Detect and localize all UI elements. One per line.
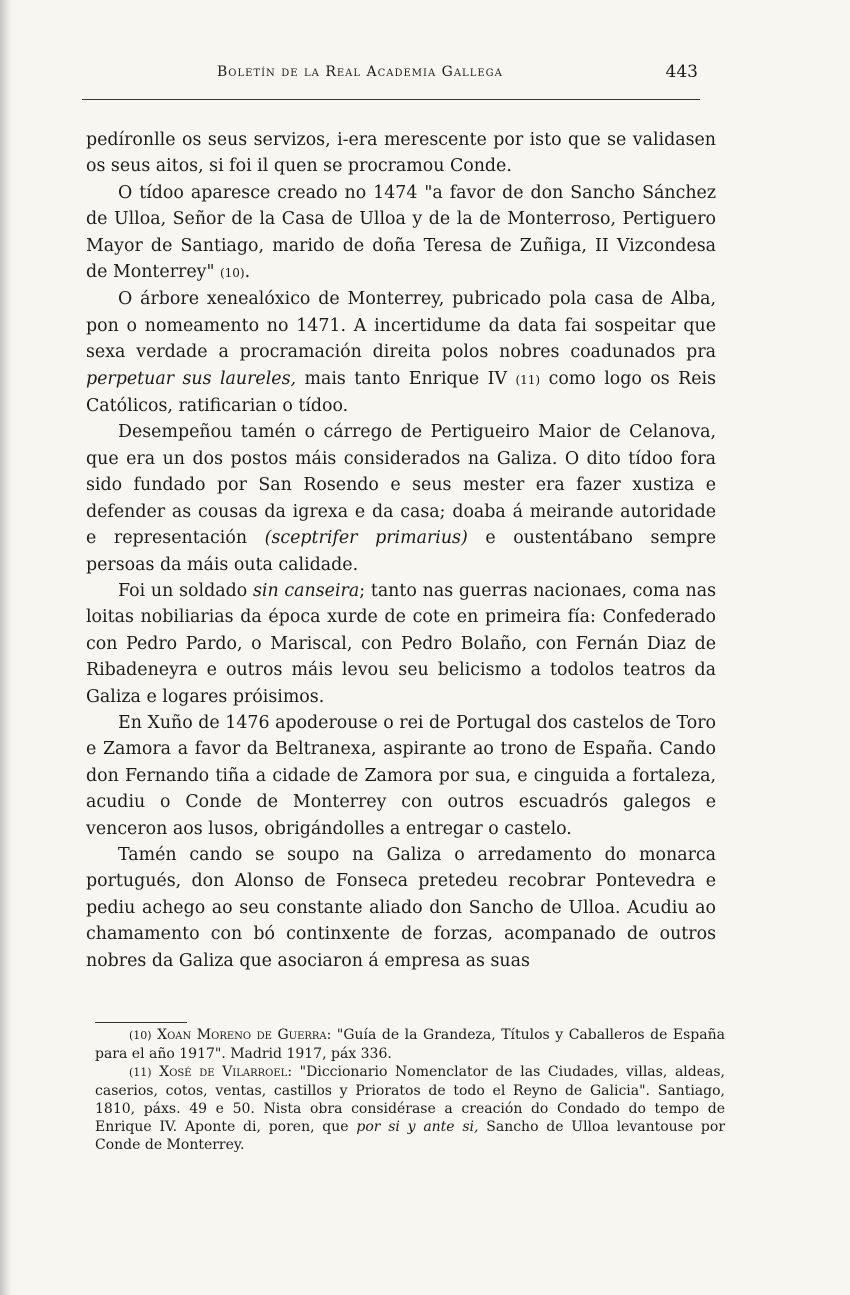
italic-text: perpetuar sus laureles, xyxy=(86,368,297,389)
page-number: 443 xyxy=(665,62,698,82)
footnote xyxy=(95,1063,725,1154)
italic-text: sin canseira xyxy=(252,580,360,601)
paragraph xyxy=(86,180,716,287)
author-name: Xosé de Vilarroel xyxy=(159,1064,288,1080)
author-name: Xoan Moreno de Guerra xyxy=(157,1027,327,1043)
text-run: : "Diccionario Nomenclator de las Ciudades, villas, aldeas, caserios, cotos, ventas, castillos y Prioratos de todo el Reyno de Galicia". Santiago, 1810, páxs. 49 e 50. Nista obra considérase a creación do Condado do tempo de Enrique IV. Aponte di, poren, que xyxy=(95,1064,725,1135)
text-run: e oustentábano sempre persoas da máis outa calidade. xyxy=(86,528,716,575)
text-run: En Xuño de 1476 apoderouse o rei de Portugal dos castelos de Toro e Zamora a favor da Beltranexa, aspirante ao trono de España. Cando don Fernando tiña a cidade de Zamora por sua, e cinguida a fortaleza, acudiu o Conde de Monterrey con outros escuadrós galegos e venceron aos lusos, obrigándolles a entregar o castelo. xyxy=(86,712,716,839)
paragraph xyxy=(86,127,716,180)
body-text xyxy=(86,127,716,974)
paragraph xyxy=(86,286,716,419)
text-run: ; tanto nas guerras nacionaes, coma nas loitas nobiliarias da época xurde de cote en primeira fía: Confederado con Pedro Pardo, o Mariscal, con Pedro Bolaño, con Fernán Diaz de Ribadeneyra e outros máis levou seu belicismo a todolos teatros da Galiza e logares próisimos. xyxy=(86,580,716,707)
header-title: Boletín de la Real Academia Gallega xyxy=(217,64,503,80)
text-run: . xyxy=(244,262,251,283)
text-run: como logo os Reis Católicos, ratificarian o tídoo. xyxy=(86,368,717,417)
paragraph xyxy=(86,419,716,577)
footnotes xyxy=(95,1026,725,1154)
footnote-rule xyxy=(95,1022,187,1023)
footnote-reference: (10) xyxy=(219,266,245,281)
italic-text: por si y ante si, xyxy=(356,1119,479,1135)
footnote xyxy=(95,1026,725,1063)
text-run: O árbore xenealóxico de Monterrey, pubricado pola casa de Alba, pon o nomeamento no 1471. A incertidume da data fai sospeitar que sexa verdade a procramación direita polos nobres coadunados pra xyxy=(86,289,716,363)
text-run: Foi un soldado xyxy=(118,580,253,601)
text-run: pedíronlle os seus servizos, i-era merescente por isto que se validasen os seus aitos, si foi il quen se procramou Conde. xyxy=(86,130,716,177)
footnote-reference: (10) xyxy=(129,1029,152,1042)
paragraph xyxy=(86,578,716,710)
page-edge-shadow xyxy=(0,0,12,1295)
text-run: mais tanto Enrique IV xyxy=(296,368,516,389)
paragraph xyxy=(86,710,716,842)
italic-text: (sceptrifer primarius) xyxy=(264,528,468,549)
text-run: O tídoo aparesce creado no 1474 "a favor de don Sancho Sánchez de Ulloa, Señor de la Casa de Ulloa y de la de Monterroso, Pertiguero Mayor de Santiago, marido de doña Teresa de Zuñiga, II Vizcondesa de Monterrey" xyxy=(86,182,716,283)
text-run: Tamén cando se soupo na Galiza o arredamento do monarca portugués, don Alonso de Fonseca pretedeu recobrar Pontevedra e pediu achego ao seu constante aliado don Sancho de Ulloa. Acudiu ao chamamento con bó continxente de forzas, acompanado de outros nobres da Galiza que asociaron á empresa as suas xyxy=(86,844,716,971)
header-rule xyxy=(82,99,700,100)
running-header xyxy=(82,62,700,86)
paragraph xyxy=(86,842,716,974)
footnote-reference: (11) xyxy=(129,1066,152,1079)
text-run: : "Guía de la Grandeza, Títulos y Caballeros de España para el año 1917". Madrid 1917, páx 336. xyxy=(95,1027,725,1062)
footnote-reference: (11) xyxy=(515,372,541,387)
text-run: Sancho de Ulloa levantouse por Conde de Monterrey. xyxy=(95,1119,726,1153)
text-run: Desempeñou tamén o cárrego de Pertigueiro Maior de Celanova, que era un dos postos máis considerados na Galiza. O dito tídoo fora sido fundado por San Rosendo e seus mester era fazer xustiza e defender as cousas da igrexa e da casa; doaba á meirande autoridade e representación xyxy=(86,422,716,549)
